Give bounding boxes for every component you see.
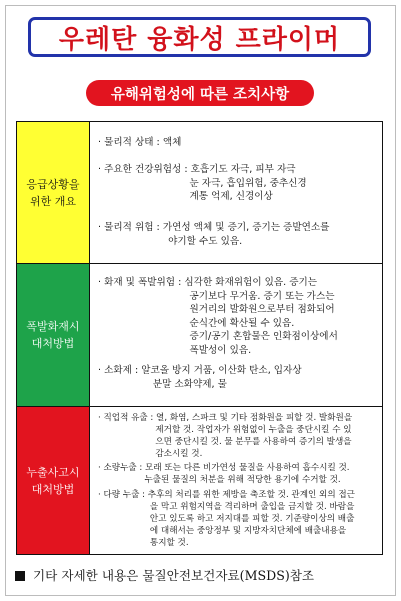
page-title: 우레탄 융화성 프라이머 [58, 24, 341, 55]
square-bullet-icon [15, 571, 25, 581]
section-content [90, 122, 382, 263]
section-label: 폭발화재시 대처방법 [17, 264, 90, 406]
list-item: · 주요한 건강위험성 : 호흡기도 자극, 피부 자극 눈 자극, 흡입위험, 중추신경 계통 억제, 신경이상 [98, 164, 307, 202]
subtitle-pill [86, 80, 314, 106]
section-emergency [17, 122, 382, 264]
list-item: · 소화제 : 알코올 방지 거품, 이산화 탄소, 입자상 분말 소화약제, 물 [98, 365, 302, 390]
section-label: 응급상황을 위한 개요 [17, 122, 90, 263]
list-item: · 다량 누출 : 추후의 처리를 위한 제방을 축조할 것. 관계인 외의 접근 을 막고 위험지역을 격리하며 출입을 금지할 것. 바람을 안고 있도록 하고 저지대를 피할 것. 기준량이상의 배출 에 대해서는 중앙정부 및 지방자치단체에 배출내용을 통지할 것. [98, 490, 355, 549]
list-item: · 소량누출 : 모래 또는 다른 비가연성 물질을 사용하여 흡수시킬 것. 누출된 물질의 처분을 위해 적당한 용기에 수거할 것. [98, 463, 350, 486]
title-box [28, 17, 371, 57]
footer-text: 기타 자세한 내용은 물질안전보건자료(MSDS)참조 [33, 568, 315, 583]
list-item: · 물리적 상태 : 액체 [98, 137, 182, 148]
section-label: 누출사고시 대처방법 [17, 407, 90, 554]
section-content [90, 264, 382, 406]
section-fire [17, 264, 382, 407]
list-item: · 직업적 유출 : 열, 화염, 스파크 및 기타 점화원을 피할 것. 발화원을 제거할 것. 작업자가 위험없이 누출을 중단시킬 수 있 으면 중단시킬 것. 물 분무를 사용하여 증기의 발생을 감소시킬 것. [98, 413, 353, 460]
section-spill [17, 407, 382, 554]
measures-table [16, 121, 383, 555]
section-content [90, 407, 382, 554]
list-item: · 화재 및 폭발위험 : 심각한 화재위험이 있음. 증기는 공기보다 무거움. 증기 또는 가스는 원거리의 발화원으로부터 점화되어 순식간에 확산될 수 있음. 증기/공기 혼합물은 인화점이상에서 폭발성이 있음. [98, 277, 338, 356]
list-item: · 물리적 위험 : 가연성 액체 및 증기, 증기는 증발연소를 야기할 수도 있음. [98, 222, 330, 247]
subtitle: 유해위험성에 따른 조치사항 [110, 86, 290, 103]
footer-note [15, 565, 387, 584]
